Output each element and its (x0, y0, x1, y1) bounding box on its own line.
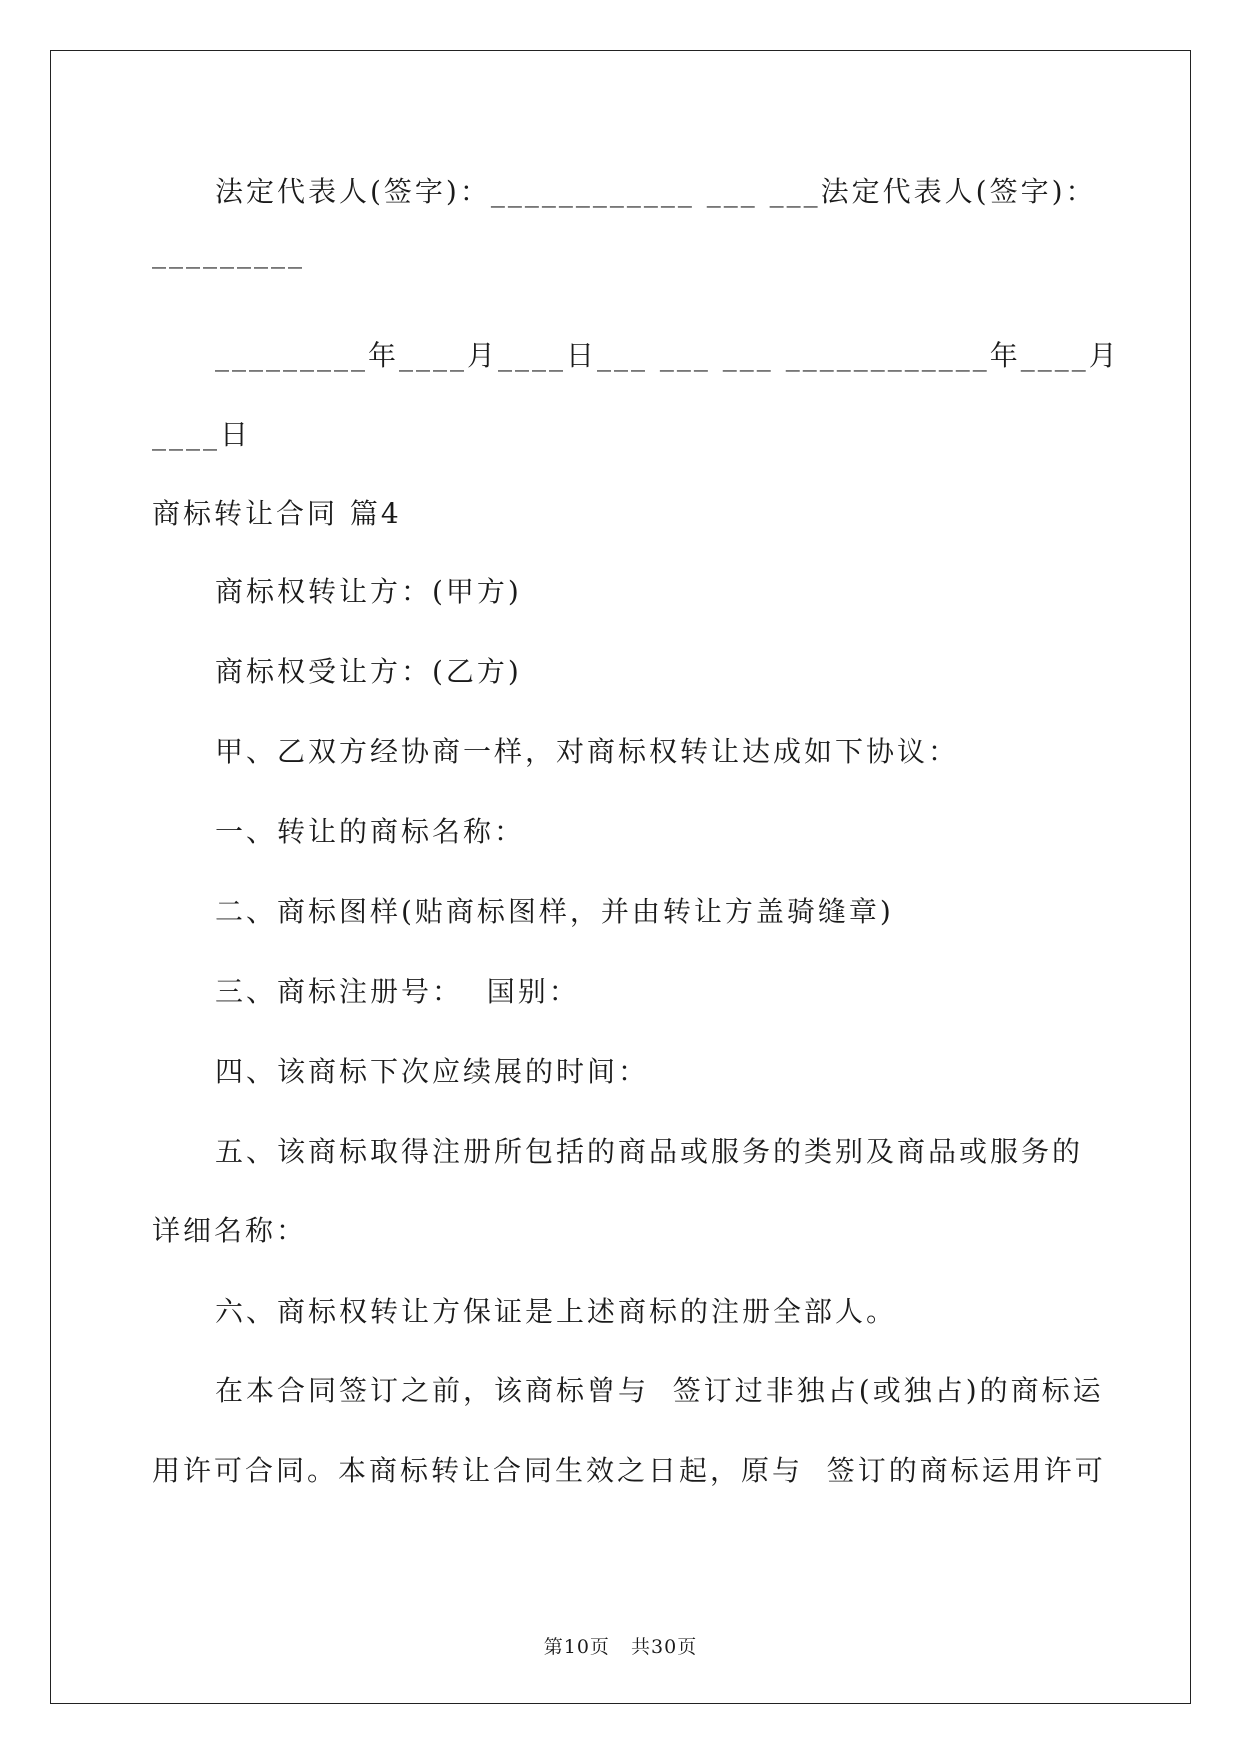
clause-3: 三、商标注册号： 国别： (215, 975, 580, 1008)
date-line-continued: ____日 (152, 418, 252, 451)
party-transferee: 商标权受让方：(乙方) (215, 655, 522, 688)
clause-6-paragraph: 在本合同签订之前，该商标曾与 签订过非独占(或独占)的商标运 (215, 1374, 1104, 1407)
agreement-intro: 甲、乙双方经协商一样，对商标权转让达成如下协议： (215, 735, 960, 768)
clause-4: 四、该商标下次应续展的时间： (215, 1055, 650, 1088)
clause-1: 一、转让的商标名称： (215, 815, 526, 848)
section-heading: 商标转让合同 篇4 (152, 497, 402, 530)
signature-line-legal-rep: 法定代表人(签字)：____________ ___ ___法定代表人(签字)： (215, 175, 1097, 208)
page-number: 第10页 共30页 (543, 1636, 698, 1658)
clause-5-continued: 详细名称： (152, 1214, 308, 1247)
clause-5: 五、该商标取得注册所包括的商品或服务的类别及商品或服务的 (215, 1135, 1084, 1168)
clause-6: 六、商标权转让方保证是上述商标的注册全部人。 (215, 1295, 898, 1328)
signature-line-continued: _________ (152, 236, 305, 269)
clause-2: 二、商标图样(贴商标图样，并由转让方盖骑缝章) (215, 895, 894, 928)
clause-6-paragraph-cont: 用许可合同。本商标转让合同生效之日起，原与 签订的商标运用许可 (152, 1454, 1106, 1487)
party-transferor: 商标权转让方：(甲方) (215, 575, 522, 608)
date-line: _________年____月____日___ ___ ___ ____________年____月 (215, 339, 1120, 372)
